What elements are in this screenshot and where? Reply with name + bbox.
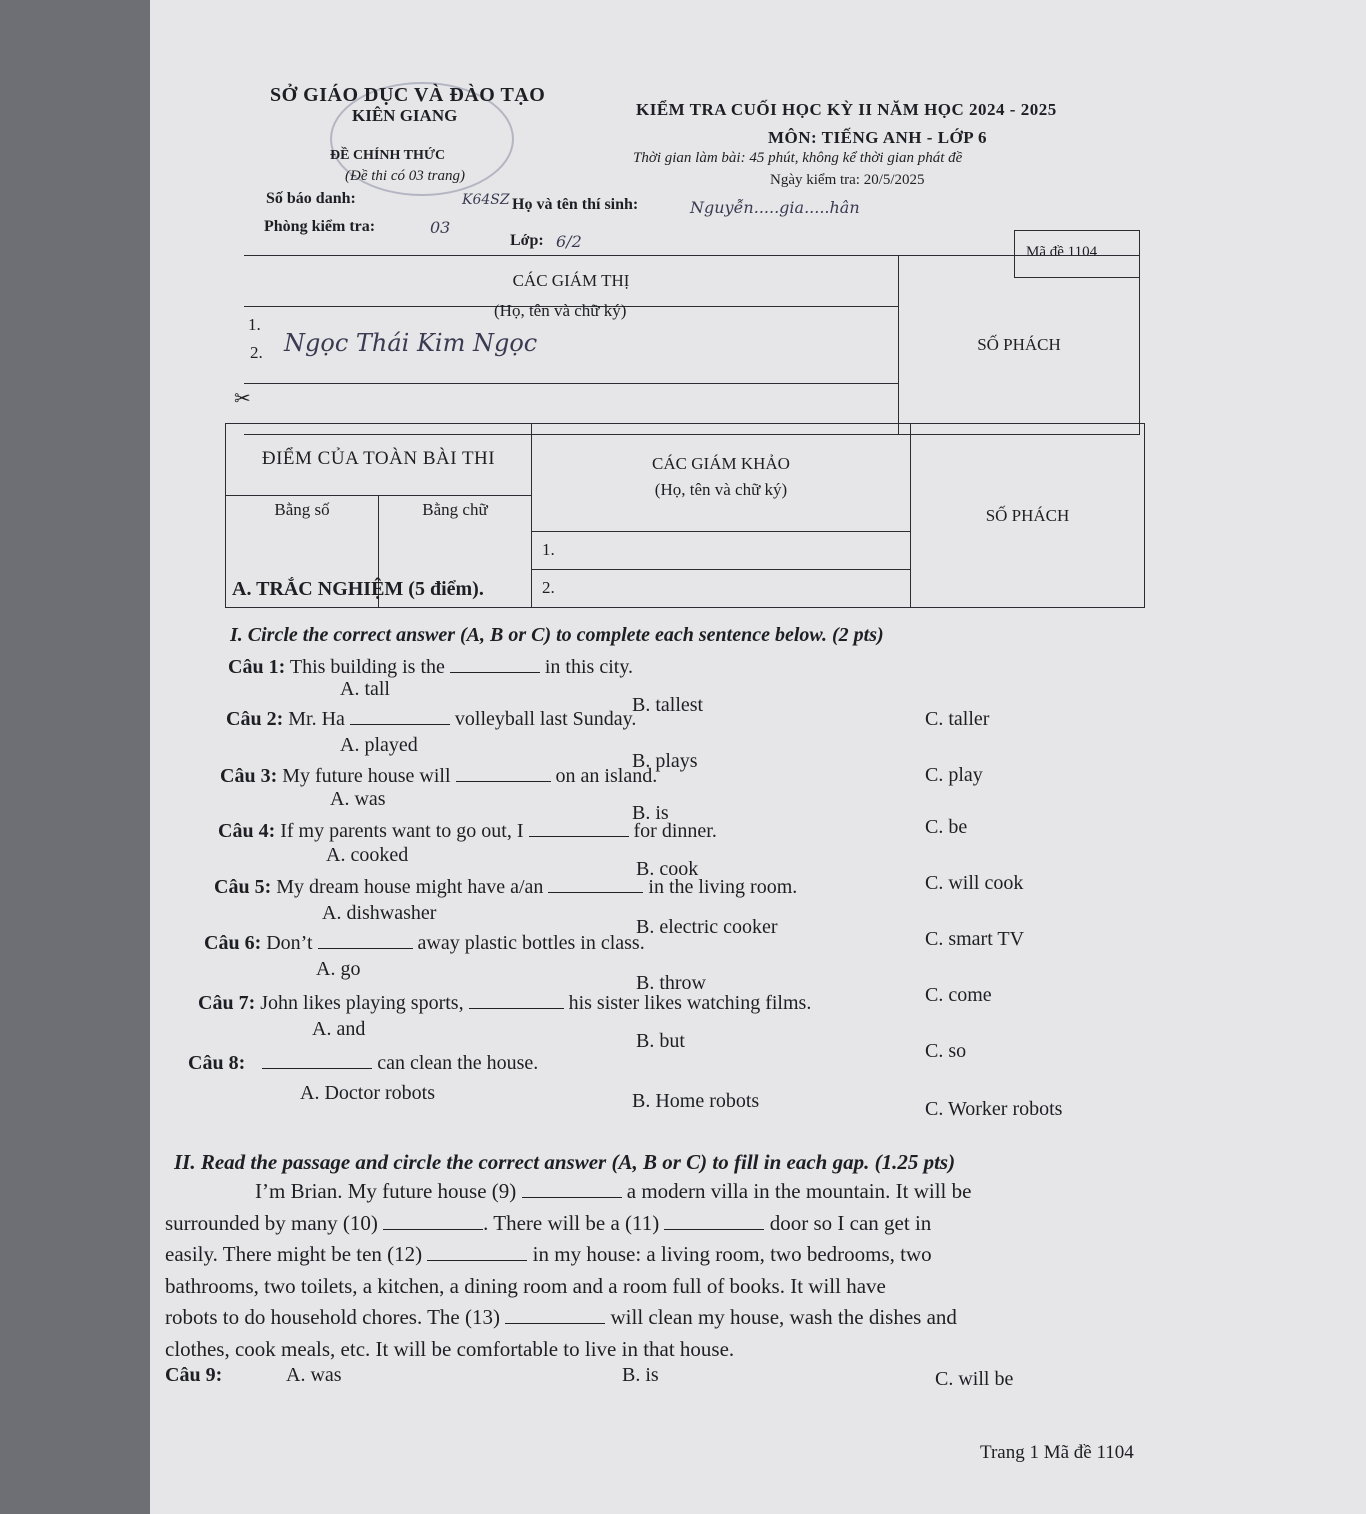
q1-blank — [450, 654, 540, 673]
passage-line-4: bathrooms, two toilets, a kitchen, a dining room and a room full of books. It will have — [165, 1273, 886, 1298]
passage-5-before: robots to do household chores. The (13) — [165, 1305, 500, 1329]
proctor-row1 — [244, 301, 899, 384]
department-line2: KIÊN GIANG — [352, 106, 458, 125]
q2-option-c[interactable]: C. play — [925, 764, 983, 786]
q9-label: Câu 9: — [165, 1364, 223, 1386]
proctor-secret-code-label: SỐ PHÁCH — [977, 335, 1061, 354]
exam-title: KIỂM TRA CUỐI HỌC KỲ II NĂM HỌC 2024 - 2025 — [636, 100, 1057, 119]
examiners-heading: CÁC GIÁM KHẢO — [652, 454, 790, 474]
official-label: ĐỀ CHÍNH THỨC — [330, 148, 446, 163]
passage-3-after: in my house: a living room, two bedrooms, two — [532, 1242, 932, 1266]
proctor-heading: CÁC GIÁM THỊ — [512, 271, 630, 291]
passage-line-1 — [165, 1176, 1160, 1208]
q7-option-a[interactable]: A. and — [312, 1018, 366, 1040]
q3-option-c[interactable]: C. be — [925, 816, 968, 838]
examiners-subheading: (Họ, tên và chữ ký) — [654, 480, 788, 500]
q4-option-c[interactable]: C. will cook — [925, 872, 1024, 894]
examiner-row1-label: 1. — [542, 540, 555, 560]
page-count: (Đề thi có 03 trang) — [345, 168, 465, 184]
proctor-row2-label: 2. — [250, 343, 263, 363]
q1-option-a[interactable]: A. tall — [340, 678, 390, 700]
q1-before: This building is the — [289, 656, 445, 678]
q7-before: John likes playing sports, — [260, 992, 464, 1014]
passage-2-mid: . There will be a (11) — [483, 1210, 660, 1235]
q3-after: on an island. — [555, 765, 658, 787]
proctor-heading-cell — [244, 256, 899, 307]
gap-13 — [505, 1305, 605, 1324]
examiner-row2-label: 2. — [542, 578, 555, 598]
q1-option-b[interactable]: B. tallest — [632, 694, 704, 716]
question-6 — [204, 930, 645, 955]
passage-1-after: a modern villa in the mountain. It will be — [626, 1179, 972, 1203]
q9-option-b[interactable]: B. is — [622, 1364, 659, 1386]
q6-option-a[interactable]: A. go — [316, 958, 361, 980]
proctor-table — [234, 255, 1140, 435]
proctor-signature: Ngọc Thái Kim Ngọc — [284, 329, 538, 358]
q3-option-a[interactable]: A. was — [330, 788, 386, 810]
q7-label: Câu 7: — [198, 992, 256, 1014]
examiner-row1 — [532, 531, 911, 569]
score-in-words: Bằng chữ — [422, 499, 488, 519]
exam-date: Ngày kiểm tra: 20/5/2025 — [770, 172, 925, 188]
question-3 — [220, 763, 657, 788]
name-value: Nguyễn.....gia.....hân — [690, 198, 860, 217]
q8-option-a[interactable]: A. Doctor robots — [300, 1082, 435, 1104]
gap-9 — [522, 1179, 622, 1198]
q8-after: can clean the house. — [377, 1052, 539, 1074]
q1-option-c[interactable]: C. taller — [925, 708, 990, 730]
q3-label: Câu 3: — [220, 765, 278, 787]
q5-label: Câu 5: — [214, 876, 272, 898]
passage-line-2 — [165, 1208, 1160, 1240]
q7-blank — [469, 990, 564, 1009]
q6-label: Câu 6: — [204, 932, 262, 954]
passage-line-5 — [165, 1302, 1160, 1334]
proctor-row1-label: 1. — [248, 315, 261, 335]
question-1 — [228, 654, 633, 679]
gap-11 — [664, 1211, 764, 1230]
proctor-subheading: (Họ, tên và chữ ký) — [494, 301, 627, 321]
passage-1-before: I’m Brian. My future house (9) — [255, 1179, 517, 1203]
total-score-cell — [226, 424, 532, 496]
q2-after: volleyball last Sunday. — [454, 708, 637, 730]
q6-option-c[interactable]: C. come — [925, 984, 992, 1006]
q2-option-a[interactable]: A. played — [340, 734, 418, 756]
question-5 — [214, 874, 797, 899]
proctor-secret-cell — [899, 256, 1140, 435]
q9-option-c[interactable]: C. will be — [935, 1368, 1014, 1390]
part2-instruction: II. Read the passage and circle the correct answer (A, B or C) to fill in each gap. (1.25 pts) — [174, 1150, 956, 1174]
q4-before: If my parents want to go out, I — [280, 820, 524, 842]
q4-option-b[interactable]: B. cook — [636, 858, 699, 880]
passage-5-after: will clean my house, wash the dishes and — [610, 1305, 957, 1329]
q7-after: his sister likes watching films. — [568, 992, 812, 1014]
q2-blank — [350, 706, 450, 725]
section-a-title: A. TRẮC NGHIỆM (5 điểm). — [232, 578, 484, 600]
exam-code: Mã đề 1104 — [1026, 244, 1098, 260]
passage-line-6: clothes, cook meals, etc. It will be comfortable to live in that house. — [165, 1336, 735, 1361]
q8-blank — [262, 1050, 372, 1069]
q2-label: Câu 2: — [226, 708, 284, 730]
q3-option-b[interactable]: B. is — [632, 802, 669, 824]
room-value: 03 — [430, 218, 451, 237]
question-2 — [226, 706, 636, 731]
examiners-secret-cell — [911, 424, 1145, 608]
q3-before: My future house will — [282, 765, 451, 787]
q5-before: My dream house might have a/an — [276, 876, 544, 898]
page-footer: Trang 1 Mã đề 1104 — [980, 1442, 1134, 1463]
question-8 — [188, 1050, 538, 1075]
q2-before: Mr. Ha — [288, 708, 345, 730]
department-line1: SỞ GIÁO DỤC VÀ ĐÀO TẠO — [270, 84, 546, 106]
q6-before: Don’t — [266, 932, 313, 954]
q2-option-b[interactable]: B. plays — [632, 750, 698, 772]
q8-option-b[interactable]: B. Home robots — [632, 1090, 760, 1112]
passage-line-3 — [165, 1239, 1160, 1271]
score-in-numbers: Bằng số — [274, 499, 330, 519]
q9-option-a[interactable]: A. was — [286, 1364, 342, 1386]
q5-after: in the living room. — [648, 876, 798, 898]
examiners-heading-cell — [532, 424, 911, 532]
exam-duration: Thời gian làm bài: 45 phút, không kể thời gian phát đề — [633, 150, 963, 166]
question-4 — [218, 818, 717, 843]
q8-label: Câu 8: — [188, 1052, 246, 1074]
passage-3-before: easily. There might be ten (12) — [165, 1242, 423, 1266]
reading-passage — [165, 1176, 1160, 1365]
q8-option-c[interactable]: C. Worker robots — [925, 1098, 1063, 1120]
class-value: 6/2 — [556, 232, 582, 251]
room-label: Phòng kiểm tra: — [264, 218, 376, 235]
exam-subject: MÔN: TIẾNG ANH - LỚP 6 — [768, 128, 987, 147]
candidate-number-value: K64SZ — [462, 192, 510, 208]
examiner-row2 — [532, 569, 911, 607]
q5-option-c[interactable]: C. smart TV — [925, 928, 1025, 950]
q4-option-a[interactable]: A. cooked — [326, 844, 409, 866]
gap-12 — [427, 1242, 527, 1261]
total-score-label: ĐIỂM CỦA TOÀN BÀI THI — [261, 448, 496, 470]
q6-after: away plastic bottles in class. — [417, 932, 645, 954]
q4-after: for dinner. — [633, 820, 717, 842]
passage-2-before: surrounded by many (10) — [165, 1210, 378, 1235]
class-label: Lớp: — [510, 232, 544, 249]
question-7 — [198, 990, 811, 1015]
q7-option-b[interactable]: B. but — [636, 1030, 685, 1052]
passage-2-after: door so I can get in — [769, 1210, 932, 1235]
q5-option-a[interactable]: A. dishwasher — [322, 902, 437, 924]
q6-blank — [318, 930, 413, 949]
q1-after: in this city. — [544, 656, 634, 678]
q4-blank — [529, 818, 629, 837]
examiners-secret-code-label: SỐ PHÁCH — [985, 505, 1070, 525]
name-label: Họ và tên thí sinh: — [512, 196, 639, 213]
q5-blank — [548, 874, 643, 893]
gap-10 — [383, 1211, 483, 1230]
part1-instruction: I. Circle the correct answer (A, B or C) to complete each sentence below. (2 pts) — [230, 624, 884, 646]
q4-label: Câu 4: — [218, 820, 276, 842]
candidate-number-label: Số báo danh: — [266, 190, 356, 207]
q5-option-b[interactable]: B. electric cooker — [636, 916, 778, 938]
q1-label: Câu 1: — [228, 656, 286, 678]
scissors-icon: ✂ — [234, 387, 251, 410]
q3-blank — [456, 763, 551, 782]
q7-option-c[interactable]: C. so — [925, 1040, 967, 1062]
q6-option-b[interactable]: B. throw — [636, 972, 706, 994]
